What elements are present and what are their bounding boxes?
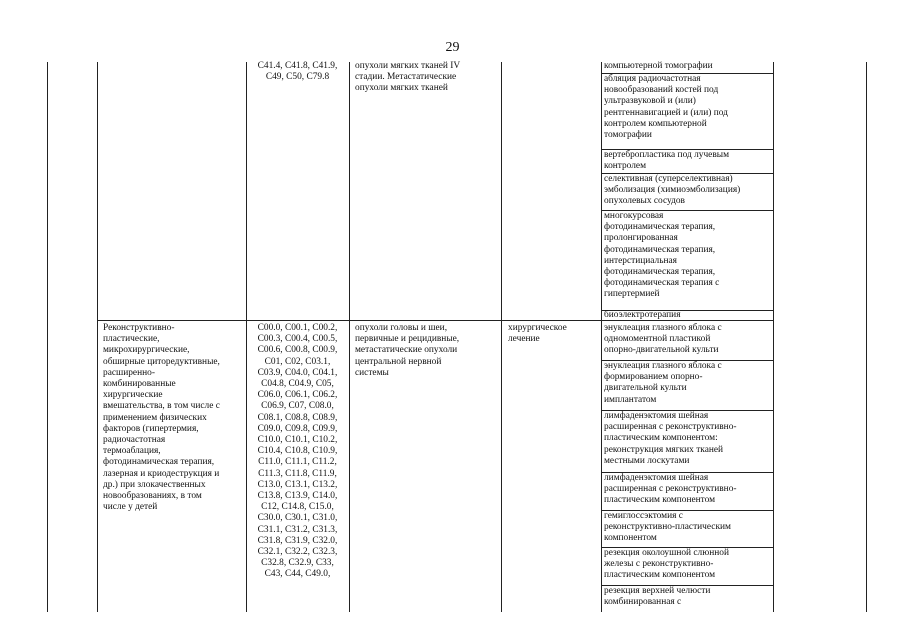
column-divider-5 (601, 62, 602, 612)
table-border-right (866, 62, 867, 612)
procedure-item: многокурсовая фотодинамическая терапия, пролонгированная фотодинамическая терапия, интерстициальная фотодинамическая терапия, фотодинамическая терапия с гипертермией (604, 211, 720, 300)
procedure-item: резекция верхней челюсти комбинированная с (604, 586, 711, 608)
diagnosis-cell: опухоли головы и шеи, первичные и рецидивные, метастатические опухоли центральной нервной системы (355, 323, 460, 378)
column-divider-4 (501, 62, 502, 612)
procedure-item: энуклеация глазного яблока с формированием опорно- двигательной культи имплантатом (604, 361, 722, 405)
procedure-item: абляция радиочастотная новообразований костей под ультразвуковой и (или) рентгеннавигацией и (или) под контролем компьютерной томографии (604, 74, 728, 141)
procedure-item: лимфаденэктомия шейная расширенная с реконструктивно- пластическим компонентом: реконструкция мягких тканей местными лоскутами (604, 411, 737, 466)
procedure-item: гемиглоссэктомия с реконструктивно-пластическим компонентом (604, 511, 731, 544)
treatment-type-cell: хирургическое лечение (508, 323, 567, 345)
icd-codes-cell: C41.4, C41.8, C41.9, C49, C50, C79.8 (257, 61, 338, 83)
icd-codes-cell: C00.0, C00.1, C00.2, C00.3, C00.4, C00.5, C00.6, C00.8, C00.9, C01, C02, C03.1, C03.9, C04.0, C04.1, C04.8, C04.9, C05, C06.0, C06.1, C06.2, C06.9, C07, C08.0, C08.1, C08.8, C08.9, C09.0, C09.8, C09.9, C10.0, C10.1, C10.2, C10.4, C10.8, C10.9, C11.0, C11.1, C11.2, C11.3, C11.8, C11.9, C13.0, C13.1, C13.2, C13.8, C13.9, C14.0, C12, C14.8, C15.0, C30.0, C30.1, C31.0, C31.1, C31.2, C31.3, C31.8, C31.9, C32.0, C32.1, C32.2, C32.3, C32.8, C32.9, C33, C43, C44, C49.0, (257, 323, 338, 580)
procedure-item: резекция околоушной слюнной железы с реконструктивно- пластическим компонентом (604, 548, 729, 581)
procedure-item: компьютерной томографии (604, 61, 713, 71)
procedure-item: энуклеация глазного яблока с одномоментной пластикой опорно-двигательной культи (604, 323, 722, 356)
diagnosis-cell: опухоли мягких тканей IV стадии. Метастатические опухоли мягких тканей (355, 61, 461, 94)
column-divider-1 (97, 62, 98, 612)
procedure-item: биоэлектротерапия (604, 310, 681, 320)
page-number: 29 (445, 40, 460, 55)
column-divider-6 (773, 62, 774, 612)
procedure-item: лимфаденэктомия шейная расширенная с реконструктивно- пластическим компонентом (604, 473, 737, 506)
procedure-item: селективная (суперселективная) эмболизация (химиоэмболизация) опухолевых сосудов (604, 174, 741, 207)
procedure-item: вертебропластика под лучевым контролем (604, 150, 729, 172)
column-divider-3 (349, 62, 350, 612)
table-border-left (47, 62, 48, 612)
treatment-group-cell: Реконструктивно- пластические, микрохирургические, обширные циторедуктивные, расширенно- комбинированные хирургические вмешательства, в том числе с применением физических факторов (гипертермия, радиочастотная термоаблация, фотодинамическая терапия, лазерная и криодеструкция и др.) при злокачественных новообразованиях, в том числе у детей (103, 323, 220, 513)
